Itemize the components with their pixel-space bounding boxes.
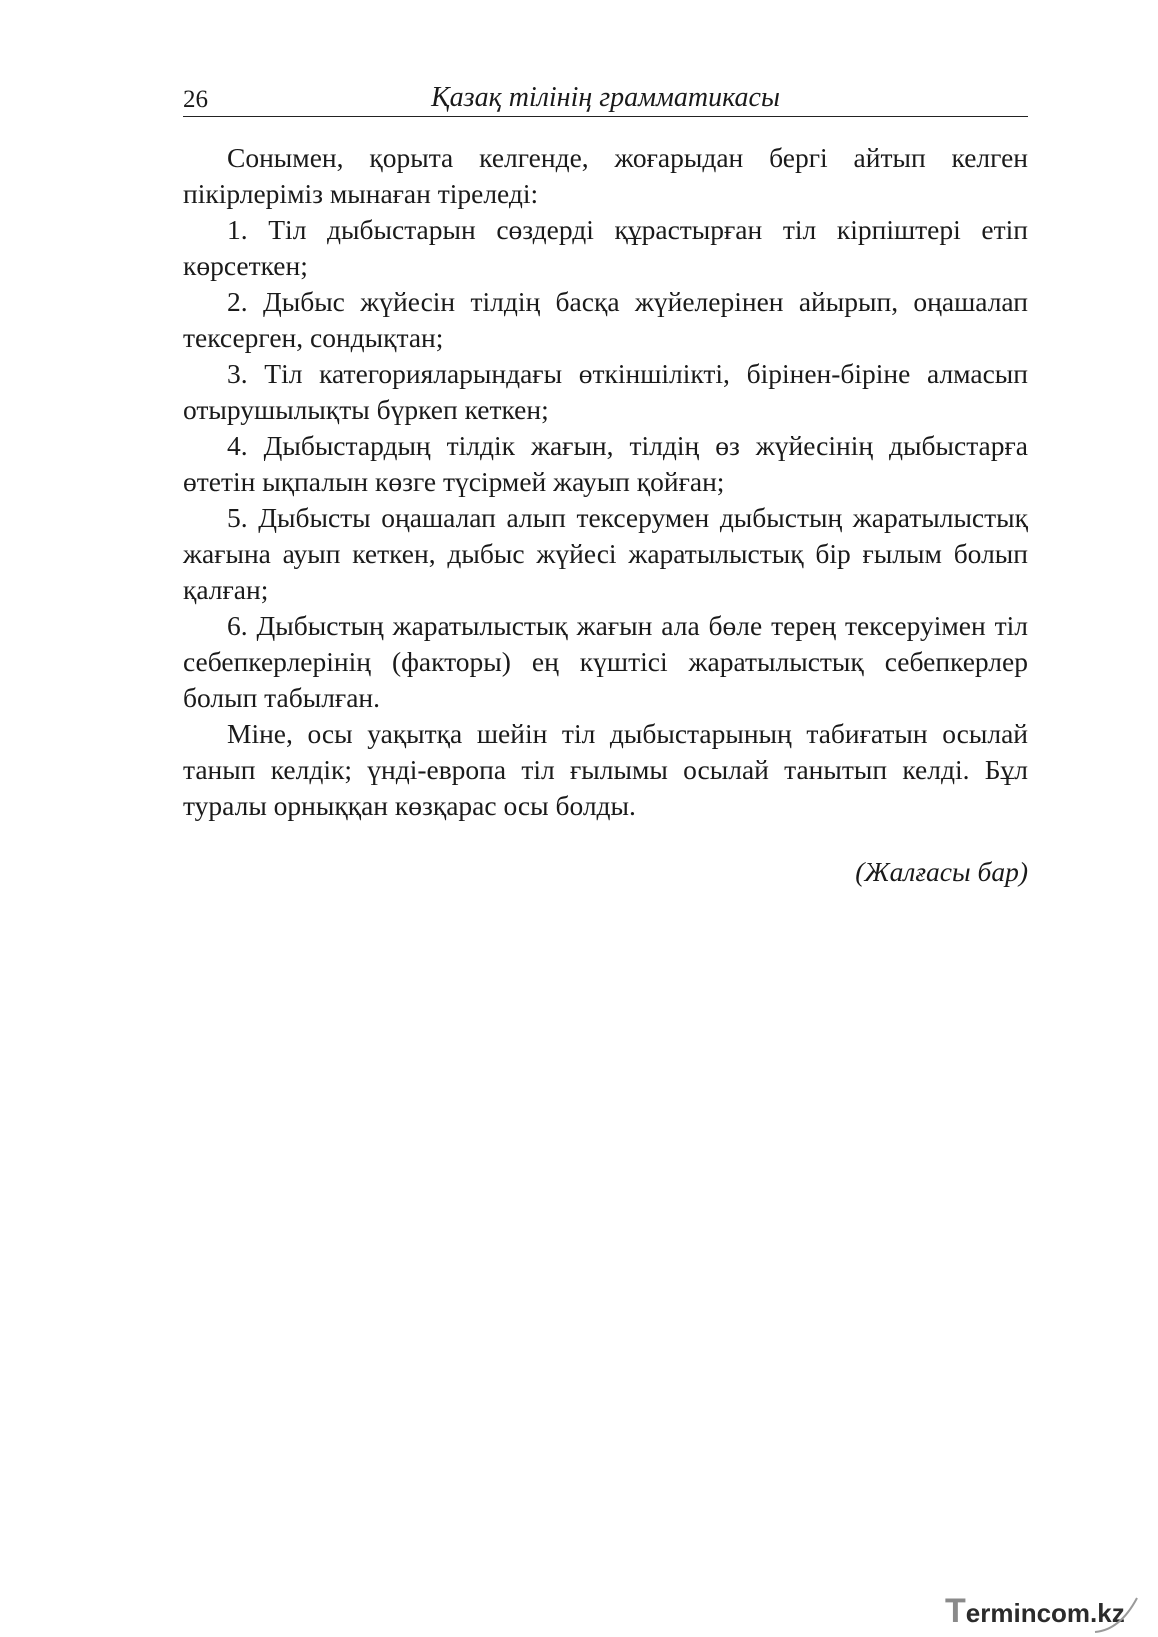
watermark-letter: T xyxy=(945,1592,966,1630)
running-title: Қазақ тілінің грамматикасы xyxy=(431,82,780,113)
list-item: 4. Дыбыстардың тілдік жағын, тілдің өз жүйесінің дыбыстарға өтетін ықпалын көзге түсірмей жауып қойған; xyxy=(183,430,1028,497)
body-text xyxy=(183,140,1028,824)
list-item: 2. Дыбыс жүйесін тілдің басқа жүйелерінен айырып, оңашалап тексерген, сондықтан; xyxy=(183,286,1028,353)
list-item: 3. Тіл категорияларындағы өткіншілікті, бірінен-біріне алмасып отырушылықты бүркеп кеткен; xyxy=(183,358,1028,425)
paragraph: Міне, осы уақытқа шейін тіл дыбыстарының табиғатын осылай танып келдік; үнді-европа тіл ғылымы осылай танытып келді. Бұл туралы орныққан көзқарас осы болды. xyxy=(183,718,1028,821)
continued-note: (Жалғасы бар) xyxy=(855,856,1028,887)
page-number: 26 xyxy=(183,86,208,113)
list-item: 1. Тіл дыбыстарын сөздерді құрастырған тіл кірпіштері етіп көрсеткен; xyxy=(183,214,1028,281)
list-item: 5. Дыбысты оңашалап алып тексерумен дыбыстың жаратылыстық жағына ауып кеткен, дыбыс жүйесі жаратылыстық бір ғылым болып қалған; xyxy=(183,502,1028,605)
watermark-text: ermincom.kz xyxy=(965,1598,1125,1628)
watermark-logo xyxy=(945,1592,1145,1632)
running-header xyxy=(183,78,1028,117)
list-item: 6. Дыбыстың жаратылыстық жағын ала бөле терең тексеруімен тіл себепкерлерінің (факторы) ең күштісі жаратылыстық себепкерлер болып табылған. xyxy=(183,610,1028,713)
paragraph: Сонымен, қорыта келгенде, жоғарыдан бергі айтып келген пікірлеріміз мынаған тіреледі: xyxy=(183,142,1028,209)
